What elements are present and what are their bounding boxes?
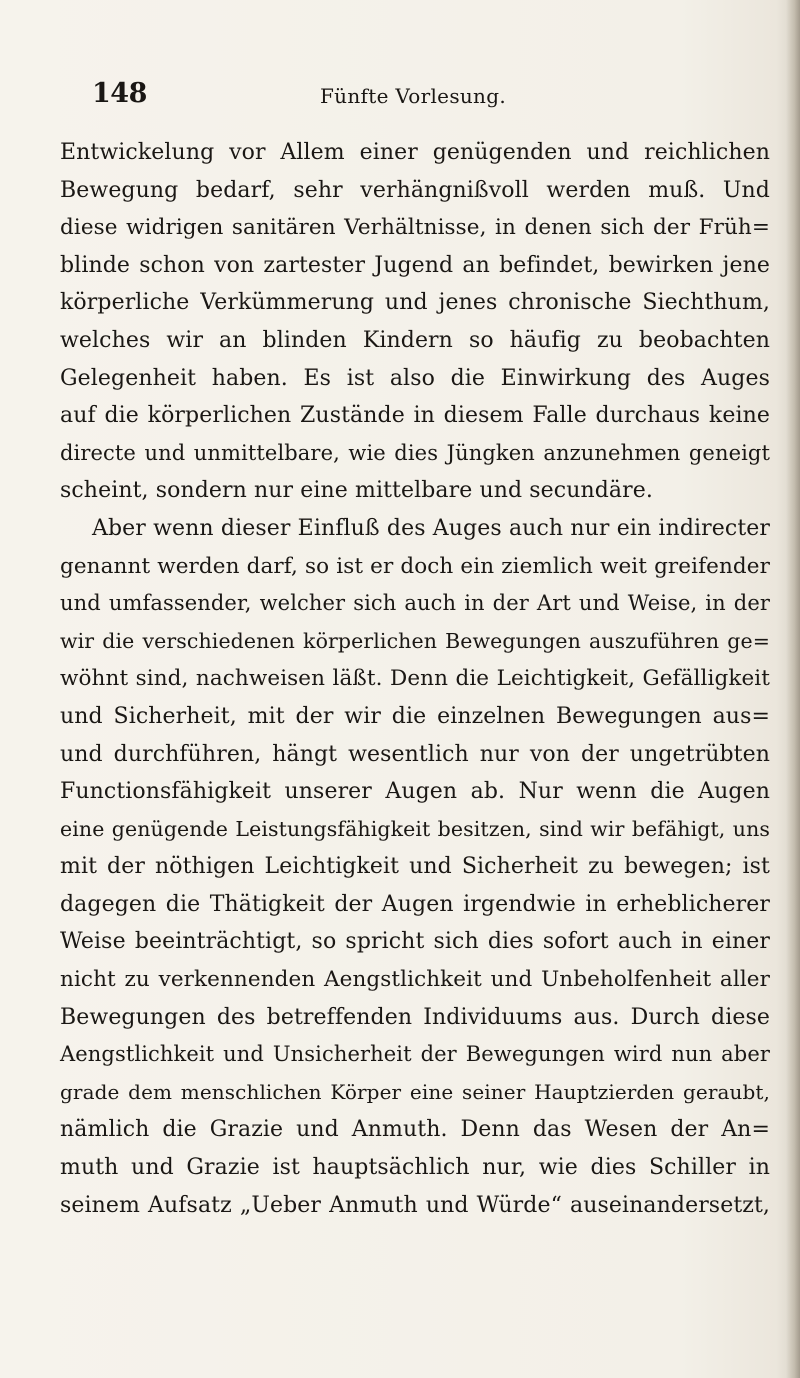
text-line: eine genügende Leistungsfähigkeit besitzen, sind wir befähigt, uns	[60, 816, 770, 841]
text-line: Weise beeinträchtigt, so spricht sich dies sofort auch in einer	[60, 929, 770, 955]
text-line: muth und Grazie ist hauptsächlich nur, wie dies Schiller in	[60, 1155, 770, 1181]
text-line: nicht zu verkennenden Aengstlichkeit und Unbeholfenheit aller	[60, 967, 770, 993]
text-line: und Sicherheit, mit der wir die einzelnen Bewegungen aus=	[60, 703, 770, 729]
text-line: scheint, sondern nur eine mittelbare und secundäre.	[60, 478, 653, 504]
text-line: directe und unmittelbare, wie dies Jüngken anzunehmen geneigt	[60, 440, 770, 465]
page-number: 148	[92, 78, 147, 109]
text-line: blinde schon von zartester Jugend an befindet, bewirken jene	[60, 252, 770, 278]
text-line: seinem Aufsatz „Ueber Anmuth und Würde“ auseinandersetzt,	[60, 1192, 770, 1218]
text-line: körperliche Verkümmerung und jenes chronische Siechthum,	[60, 290, 770, 316]
text-line: Bewegung bedarf, sehr verhängnißvoll werden muß. Und	[60, 177, 770, 203]
text-line: genannt werden darf, so ist er doch ein ziemlich weit greifender	[60, 553, 770, 579]
page-edge-shadow	[786, 0, 800, 1378]
text-line: wöhnt sind, nachweisen läßt. Denn die Leichtigkeit, Gefälligkeit	[60, 666, 770, 692]
text-line: Entwickelung vor Allem einer genügenden und reichlichen	[60, 140, 770, 165]
text-line: nämlich die Grazie und Anmuth. Denn das Wesen der An=	[60, 1117, 770, 1143]
text-line: auf die körperlichen Zustände in diesem Falle durchaus keine	[60, 403, 770, 429]
text-line: Aengstlichkeit und Unsicherheit der Bewegungen wird nun aber	[60, 1042, 770, 1067]
text-line: diese widrigen sanitären Verhältnisse, in denen sich der Früh=	[60, 215, 770, 241]
text-line: und umfassender, welcher sich auch in der Art und Weise, in der	[60, 591, 770, 616]
text-line: und durchführen, hängt wesentlich nur von der ungetrübten	[60, 741, 770, 767]
text-line: Bewegungen des betreffenden Individuums aus. Durch diese	[60, 1004, 770, 1030]
running-head: Fünfte Vorlesung.	[320, 84, 506, 108]
text-line: Functionsfähigkeit unserer Augen ab. Nur wenn die Augen	[60, 779, 770, 805]
text-line: grade dem menschlichen Körper eine seiner Hauptzierden geraubt,	[60, 1079, 770, 1104]
text-line: wir die verschiedenen körperlichen Bewegungen auszuführen ge=	[60, 628, 770, 653]
page-header	[92, 78, 782, 118]
text-line: Gelegenheit haben. Es ist also die Einwirkung des Auges	[60, 365, 770, 391]
text-line: dagegen die Thätigkeit der Augen irgendwie in erheblicherer	[60, 891, 770, 917]
body-text	[60, 134, 770, 1224]
text-line: Aber wenn dieser Einfluß des Auges auch nur ein indirecter	[92, 515, 770, 541]
text-line: welches wir an blinden Kindern so häufig zu beobachten	[60, 327, 770, 353]
text-line: mit der nöthigen Leichtigkeit und Sicherheit zu bewegen; ist	[60, 854, 770, 880]
